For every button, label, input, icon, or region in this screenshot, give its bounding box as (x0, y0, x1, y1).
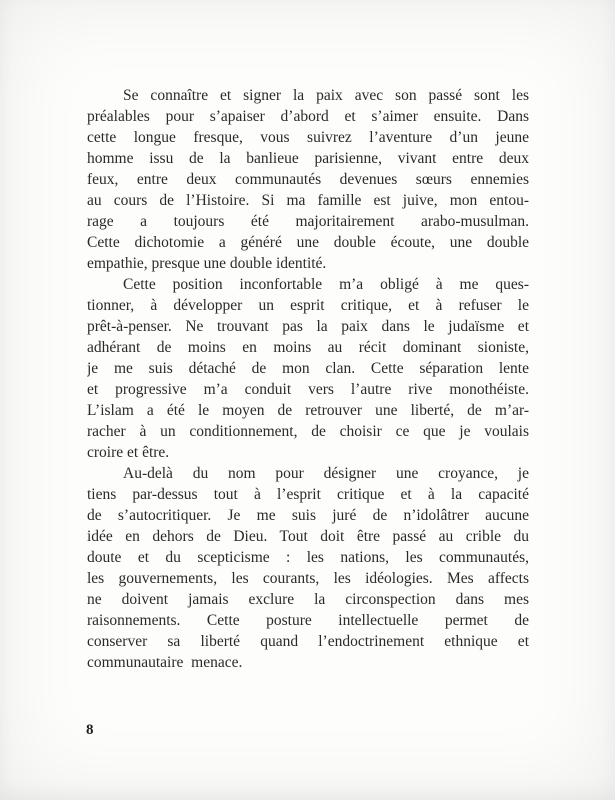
text-line: raisonnements. Cette posture intellectuelle permet de (87, 612, 529, 629)
text-line: rage a toujours été majoritairement arabo-musulman. (87, 213, 529, 230)
text-line: tionner, à développer un esprit critique, et à refuser le (87, 297, 529, 314)
text-line: adhérant de moins en moins au récit dominant sioniste, (87, 339, 529, 356)
text-line: Cette position inconfortable m’a obligé à me ques- (123, 276, 529, 293)
text-line: feux, entre deux communautés devenues sœurs ennemies (87, 171, 529, 188)
text-line: Au-delà du nom pour désigner une croyance, je (123, 465, 529, 482)
text-line: au cours de l’Histoire. Si ma famille est juive, mon entou- (87, 192, 529, 209)
text-line: de s’autocritiquer. Je me suis juré de n’idolâtrer aucune (87, 507, 529, 524)
text-line: communautaire menace. (87, 654, 243, 671)
text-line: cette longue fresque, vous suivrez l’aventure d’un jeune (87, 129, 529, 146)
text-line: idée en dehors de Dieu. Tout doit être passé au crible du (87, 528, 529, 545)
text-line: croire et être. (87, 444, 170, 461)
text-line: prêt-à-penser. Ne trouvant pas la paix dans le judaïsme et (87, 318, 529, 335)
text-line: L’islam a été le moyen de retrouver une liberté, de m’ar- (87, 402, 529, 419)
text-line: et progressive m’a conduit vers l’autre rive monothéiste. (87, 381, 529, 398)
text-line: préalables pour s’apaiser d’abord et s’aimer ensuite. Dans (87, 108, 529, 125)
text-line: ne doivent jamais exclure la circonspection dans mes (87, 591, 529, 608)
text-line: Se connaître et signer la paix avec son passé sont les (123, 87, 529, 104)
text-line: je me suis détaché de mon clan. Cette séparation lente (87, 360, 529, 377)
text-line: racher à un conditionnement, de choisir ce que je voulais (87, 423, 529, 440)
text-line: tiens par-dessus tout à l’esprit critique et à la capacité (87, 486, 529, 503)
text-line: conserver sa liberté quand l’endoctrinement ethnique et (87, 633, 529, 650)
text-line: homme issu de la banlieue parisienne, vivant entre deux (87, 150, 529, 167)
text-line: doute et du scepticisme : les nations, les communautés, (87, 549, 529, 566)
text-line: Cette dichotomie a généré une double écoute, une double (87, 234, 529, 251)
body-text (87, 85, 529, 673)
text-line: empathie, presque une double identité. (87, 255, 327, 272)
text-line: les gouvernements, les courants, les idéologies. Mes affects (87, 570, 529, 587)
page-number: 8 (86, 722, 94, 738)
